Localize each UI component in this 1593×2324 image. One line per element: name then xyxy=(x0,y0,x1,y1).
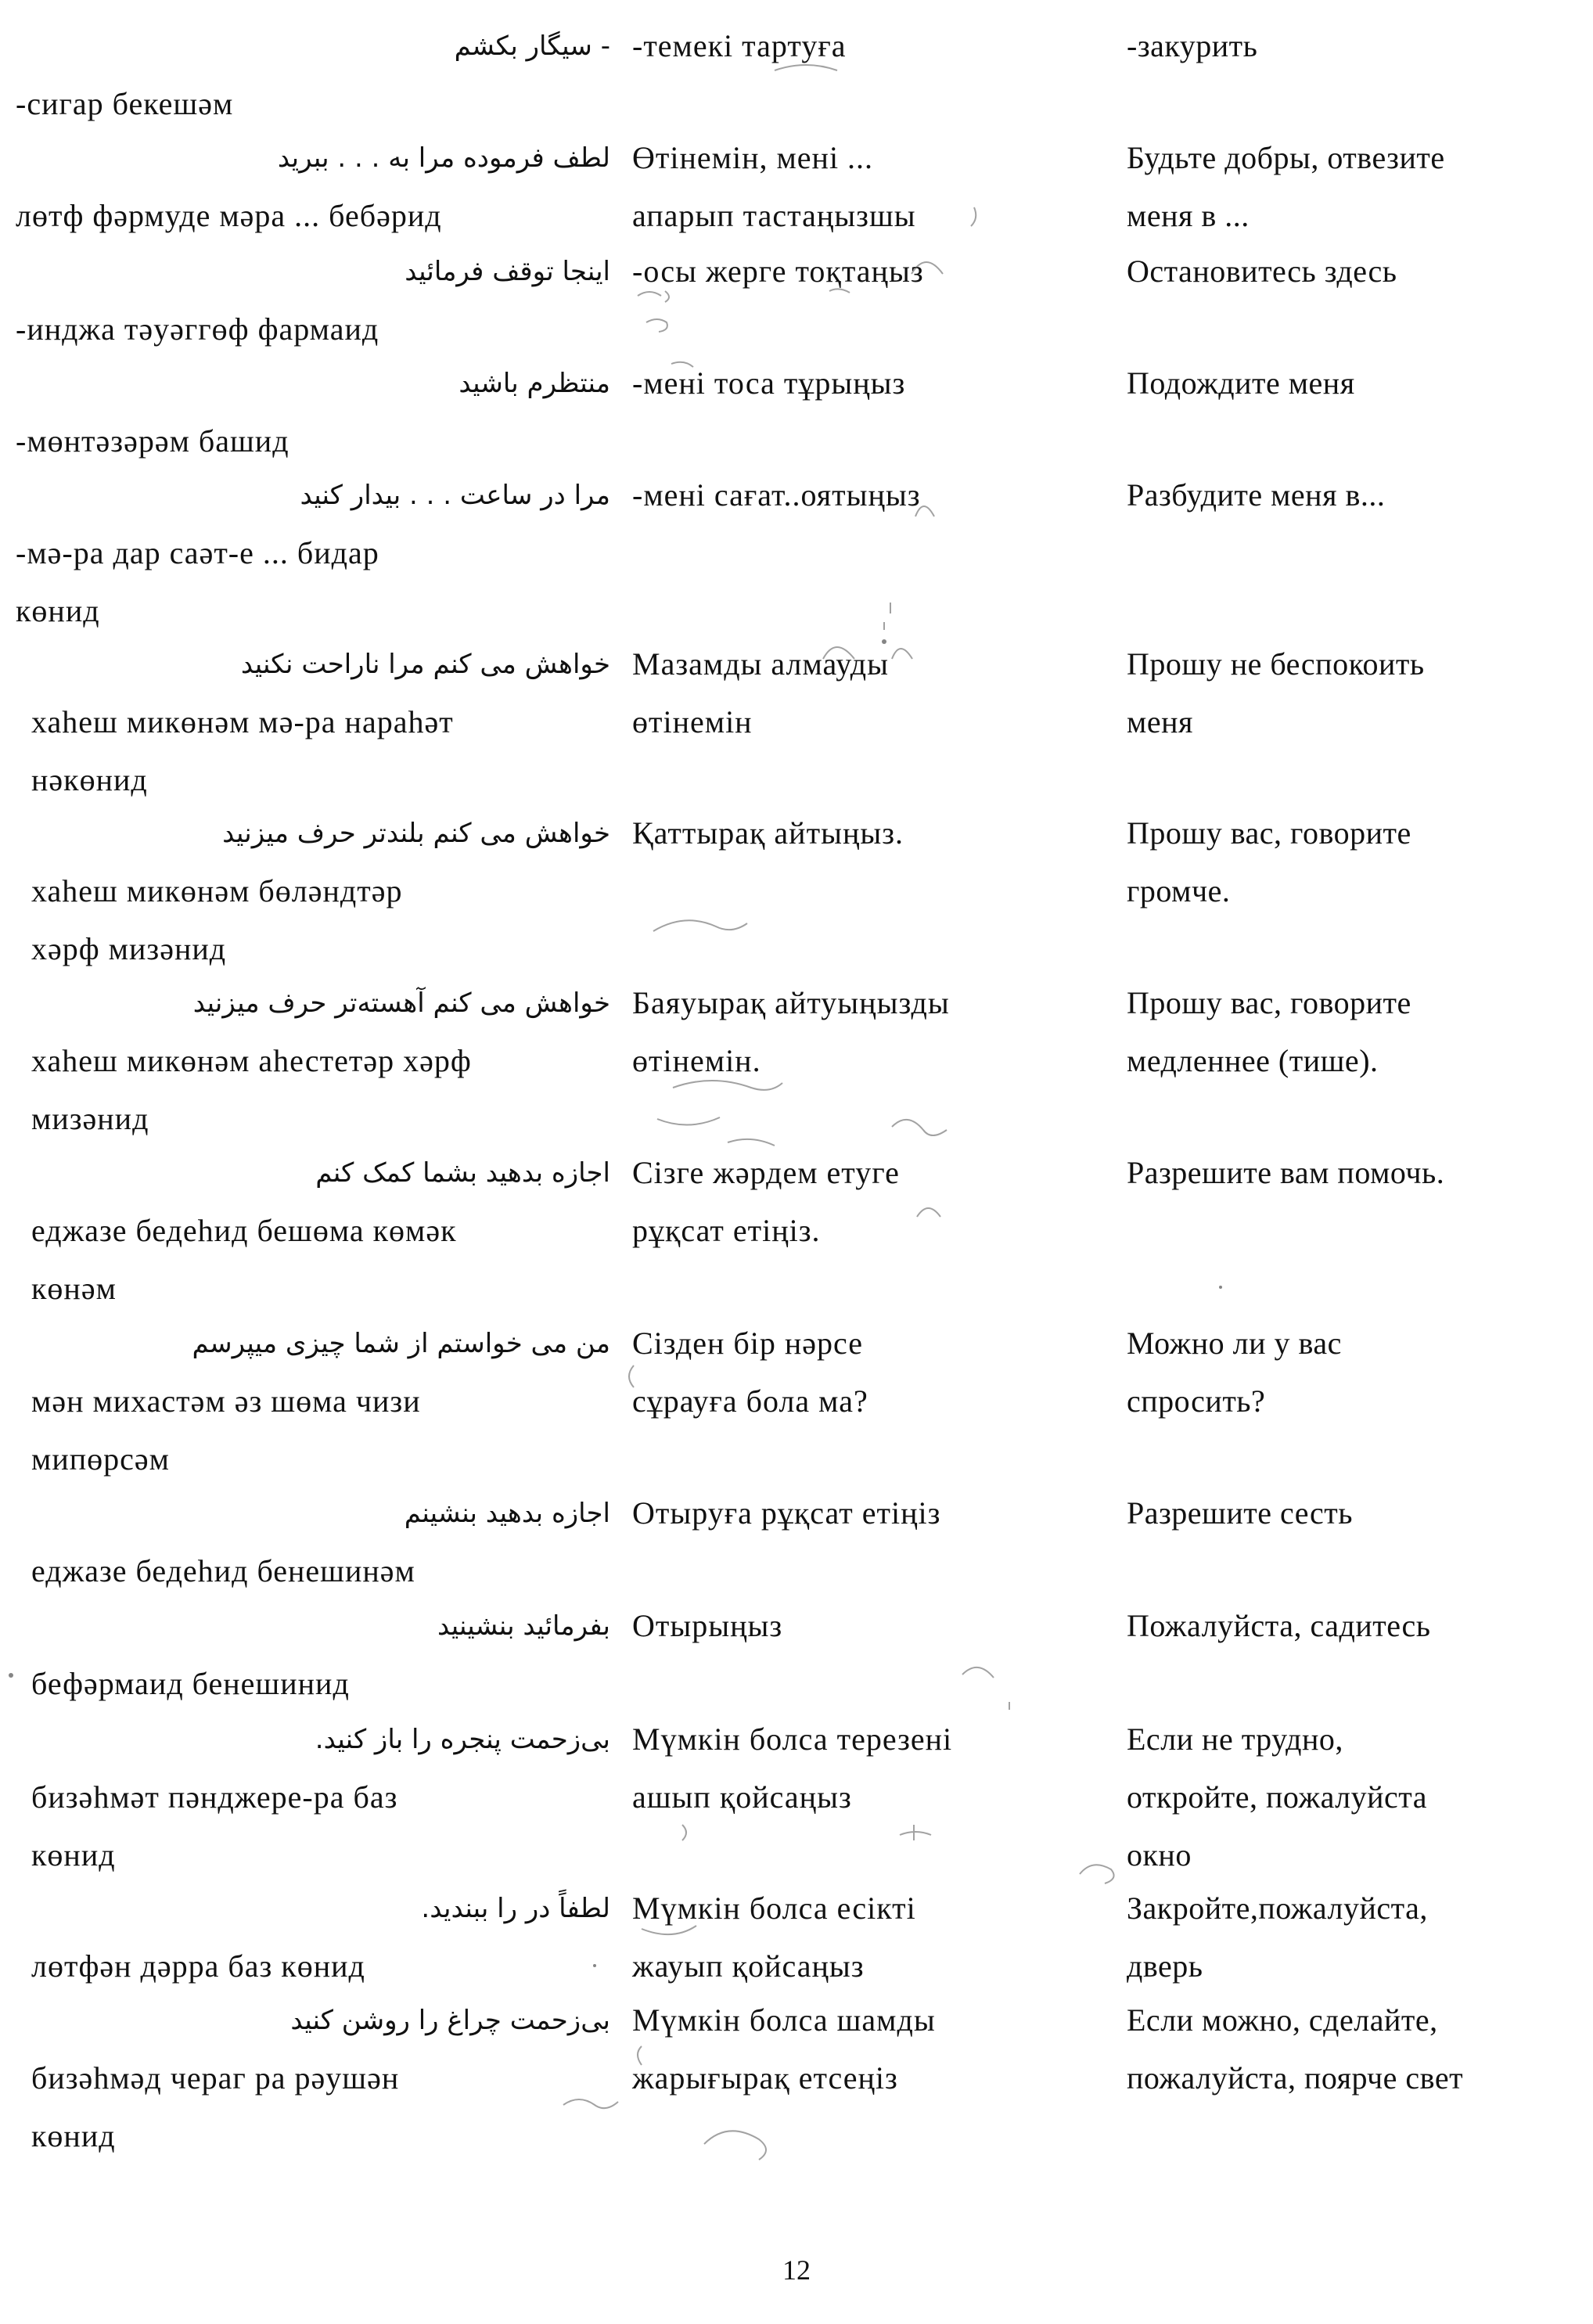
persian-phrase: اجازه بدهید بشما کمک کنم xyxy=(315,1157,610,1189)
persian-phrase: اجازه بدهید بنشینم xyxy=(404,1498,610,1529)
russian-phrase: Пожалуйста, садитесь xyxy=(1127,1608,1431,1643)
persian-phrase: منتظرم باشید xyxy=(458,368,610,399)
persian-phrase: بی‌زحمت چراغ را روشن کنید xyxy=(290,2005,610,2036)
persian-transliteration: хаһеш микөнәм аһестетәр хәрф мизәнид xyxy=(31,1043,472,1136)
russian-phrase: Можно ли у вас спросить? xyxy=(1127,1326,1342,1419)
persian-column xyxy=(16,243,618,358)
persian-column xyxy=(16,1991,618,2165)
russian-phrase: Остановитесь здесь xyxy=(1127,254,1397,289)
russian-phrase: -закурить xyxy=(1127,28,1258,63)
kazakh-phrase: Мүмкін болса есікті жауып қойсаңыз xyxy=(632,1890,916,1984)
persian-phrase: خواهش می کنم بلندتر حرف میزنید xyxy=(222,818,610,849)
persian-column xyxy=(16,354,618,470)
russian-phrase: Разрешите сесть xyxy=(1127,1495,1353,1531)
persian-phrase: من می خواستم از شما چیزی میپرسم xyxy=(192,1328,610,1359)
russian-phrase: Закройте,пожалуйста, дверь xyxy=(1127,1890,1428,1984)
russian-phrase: Разбудите меня в... xyxy=(1127,477,1386,513)
persian-column xyxy=(16,1711,618,1884)
persian-phrase: خواهش می کنم مرا ناراحت نکنید xyxy=(240,649,610,680)
persian-column xyxy=(16,635,618,809)
persian-column xyxy=(16,974,618,1148)
kazakh-phrase: -мені сағат..оятыңыз xyxy=(632,477,921,513)
persian-transliteration: хаһеш микөнәм бөләндтәр хәрф мизәнид xyxy=(31,873,403,966)
persian-transliteration: бизәһмәт пәнджере-ра баз көнид xyxy=(31,1779,398,1873)
kazakh-phrase: Отыруға рұқсат етіңіз xyxy=(632,1495,941,1531)
persian-column xyxy=(16,129,618,245)
persian-transliteration: мән михастәм әз шөма чизи мипөрсәм xyxy=(31,1383,421,1477)
kazakh-phrase: Мүмкін болса терезені ашып қойсаңыз xyxy=(632,1721,953,1815)
kazakh-phrase: Мазамды алмауды өтінемін xyxy=(632,646,889,739)
russian-phrase: Прошу вас, говорите громче. xyxy=(1127,815,1411,908)
persian-phrase: اینجا توقف فرمائید xyxy=(405,256,610,287)
russian-phrase: Подождите меня xyxy=(1127,365,1355,401)
kazakh-phrase: Өтінемін, мені ... апарып тастаңызшы xyxy=(632,140,916,233)
persian-column xyxy=(16,17,618,133)
persian-phrase: بی‌زحمت پنجره را باز کنید. xyxy=(315,1724,610,1755)
kazakh-phrase: -осы жерге тоқтаңыз xyxy=(632,254,924,289)
persian-transliteration: бефәрмаид бенешинид xyxy=(31,1666,350,1701)
persian-column xyxy=(16,804,618,978)
persian-transliteration: -сигар бекешәм xyxy=(16,86,234,121)
persian-transliteration: лөтф фәрмуде мәра ... бебәрид xyxy=(16,198,442,233)
persian-column xyxy=(16,1144,618,1318)
kazakh-phrase: -темекі тартуға xyxy=(632,28,847,63)
persian-transliteration: еджазе бедеһид бенешинәм xyxy=(31,1553,415,1588)
russian-phrase: Если не трудно, откройте, пожалуйста окно xyxy=(1127,1721,1428,1873)
persian-phrase: خواهش می کنم آهسته‌تر حرف میزنید xyxy=(192,988,610,1019)
russian-phrase: Прошу вас, говорите медленнее (тише). xyxy=(1127,985,1411,1078)
persian-column xyxy=(16,466,618,640)
russian-phrase: Если можно, сделайте, пожалуйста, поярче свет xyxy=(1127,2002,1464,2096)
persian-transliteration: -мөнтәзәрәм башид xyxy=(16,423,289,459)
kazakh-phrase: Қаттырақ айтыңыз. xyxy=(632,815,904,851)
persian-phrase: بفرمائید بنشینید xyxy=(437,1610,610,1642)
page-number: 12 xyxy=(782,2254,811,2286)
persian-column xyxy=(16,1880,618,1995)
persian-transliteration: лөтфән дәрра баз көнид xyxy=(31,1948,365,1984)
kazakh-phrase: Отырыңыз xyxy=(632,1608,783,1643)
persian-column xyxy=(16,1597,618,1713)
persian-phrase: لطف فرموده مرا به . . . ببرید xyxy=(277,142,610,174)
kazakh-phrase: Сізден бір нәрсе сұрауға бола ма? xyxy=(632,1326,868,1419)
kazakh-phrase: Мүмкін болса шамды жарығырақ етсеңіз xyxy=(632,2002,936,2096)
persian-transliteration: хаһеш микөнәм мә-ра нараһәт нәкөнид xyxy=(31,704,454,797)
russian-phrase: Будьте добры, отвезите меня в ... xyxy=(1127,140,1445,233)
persian-phrase: مرا در ساعت . . . بیدار کنید xyxy=(300,480,610,511)
russian-phrase: Прошу не беспокоить меня xyxy=(1127,646,1425,739)
kazakh-phrase: Баяуырақ айтуыңызды өтінемін. xyxy=(632,985,950,1078)
persian-column xyxy=(16,1484,618,1600)
persian-transliteration: бизәһмәд чераг ра рәушән көнид xyxy=(31,2060,400,2153)
persian-transliteration: -инджа тәуәггөф фармаид xyxy=(16,311,379,347)
persian-phrase: - سیگار بکشم xyxy=(454,31,610,62)
persian-column xyxy=(16,1315,618,1488)
persian-transliteration: еджазе бедеһид бешөма көмәк көнәм xyxy=(31,1213,457,1306)
kazakh-phrase: Сізге жәрдем етуге рұқсат етіңіз. xyxy=(632,1155,900,1248)
kazakh-phrase: -мені тоса тұрыңыз xyxy=(632,365,906,401)
persian-transliteration: -мә-ра дар саәт-е ... бидар көнид xyxy=(16,535,379,628)
persian-phrase: لطفاً در را ببندید. xyxy=(421,1893,610,1924)
russian-phrase: Разрешите вам помочь. xyxy=(1127,1155,1445,1190)
